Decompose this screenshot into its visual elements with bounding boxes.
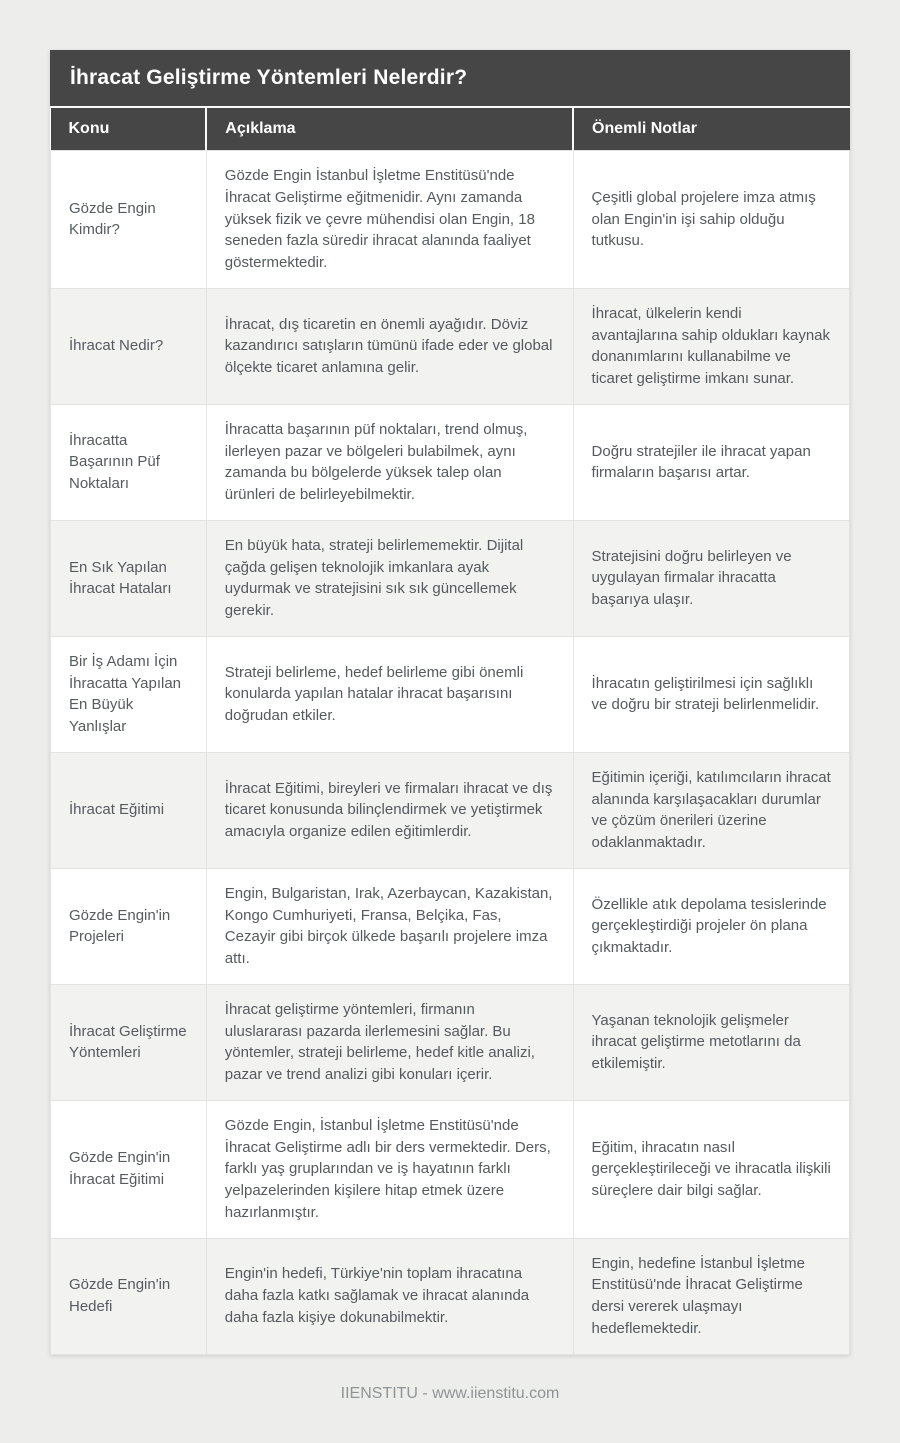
table-cell-notes: Stratejisini doğru belirleyen ve uygulayan firmalar ihracatta başarıya ulaşır.	[573, 520, 849, 636]
table-cell-topic: Gözde Engin Kimdir?	[51, 151, 207, 289]
table-cell-description: İhracat Eğitimi, bireyleri ve firmaları ihracat ve dış ticaret konusunda bilinçlendirmek ve yetiştirmek amacıyla organize edilen eğitimlerdir.	[206, 752, 573, 868]
table-cell-notes: Eğitim, ihracatın nasıl gerçekleştirileceği ve ihracatla ilişkili süreçlere dair bilgi sağlar.	[573, 1100, 849, 1238]
content-table	[50, 108, 850, 1355]
table-row	[51, 288, 850, 404]
table-cell-topic: Gözde Engin'in Hedefi	[51, 1238, 207, 1354]
table-cell-notes: Doğru stratejiler ile ihracat yapan firmaların başarısı artar.	[573, 404, 849, 520]
table-cell-description: İhracat geliştirme yöntemleri, firmanın uluslararası pazarda ilerlemesini sağlar. Bu yöntemler, strateji belirleme, hedef kitle analizi, pazar ve trend analizi gibi konuları içerir.	[206, 984, 573, 1100]
table-row	[51, 1238, 850, 1354]
table-cell-notes: Özellikle atık depolama tesislerinde gerçekleştirdiği projeler ön plana çıkmaktadır.	[573, 868, 849, 984]
table-cell-description: Gözde Engin, İstanbul İşletme Enstitüsü'nde İhracat Geliştirme adlı bir ders vermektedir. Ders, farklı yaş gruplarından ve iş hayatının farklı yelpazelerinden kişilere hitap etmek üzere hazırlanmıştır.	[206, 1100, 573, 1238]
table-cell-description: Gözde Engin İstanbul İşletme Enstitüsü'nde İhracat Geliştirme eğitmenidir. Aynı zamanda yüksek fizik ve çevre mühendisi olan Engin, 18 seneden fazla süredir ihracat alanında faaliyet göstermektedir.	[206, 151, 573, 289]
table-row	[51, 868, 850, 984]
table-cell-description: Strateji belirleme, hedef belirleme gibi önemli konularda yapılan hatalar ihracat başarısını doğrudan etkiler.	[206, 636, 573, 752]
table-row	[51, 151, 850, 289]
table-cell-notes: İhracat, ülkelerin kendi avantajlarına sahip oldukları kaynak donanımlarını kullanabilme ve ticaret geliştirme imkanı sunar.	[573, 288, 849, 404]
table-row	[51, 520, 850, 636]
table-cell-notes: Yaşanan teknolojik gelişmeler ihracat geliştirme metotlarını da etkilemiştir.	[573, 984, 849, 1100]
table-row	[51, 1100, 850, 1238]
table-cell-topic: İhracat Geliştirme Yöntemleri	[51, 984, 207, 1100]
table-cell-description: Engin'in hedefi, Türkiye'nin toplam ihracatına daha fazla katkı sağlamak ve ihracat alanında daha fazla kişiye dokunabilmektir.	[206, 1238, 573, 1354]
document-card	[50, 0, 850, 1443]
table-row	[51, 752, 850, 868]
table-cell-description: İhracat, dış ticaretin en önemli ayağıdır. Döviz kazandırıcı satışların tümünü ifade eder ve global ölçekte ticaret anlamına gelir.	[206, 288, 573, 404]
table-card	[50, 50, 850, 1355]
table-cell-topic: Gözde Engin'in İhracat Eğitimi	[51, 1100, 207, 1238]
footer-text: IIENSTITU - www.iienstitu.com	[340, 1384, 560, 1402]
column-header-konu: Konu	[51, 108, 207, 151]
table-cell-topic: Gözde Engin'in Projeleri	[51, 868, 207, 984]
table-cell-notes: Çeşitli global projelere imza atmış olan Engin'in işi sahip olduğu tutkusu.	[573, 151, 849, 289]
column-header-aciklama: Açıklama	[206, 108, 573, 151]
table-cell-topic: İhracat Eğitimi	[51, 752, 207, 868]
table-header-row	[51, 108, 850, 151]
page-title: İhracat Geliştirme Yöntemleri Nelerdir?	[50, 50, 850, 108]
table-cell-topic: İhracatta Başarının Püf Noktaları	[51, 404, 207, 520]
table-cell-notes: Eğitimin içeriği, katılımcıların ihracat alanında karşılaşacakları durumlar ve çözüm önerileri üzerine odaklanmaktadır.	[573, 752, 849, 868]
table-row	[51, 636, 850, 752]
table-cell-description: En büyük hata, strateji belirlememektir. Dijital çağda gelişen teknolojik imkanlara ayak uydurmak ve stratejisini sık sık güncellemek gerekir.	[206, 520, 573, 636]
table-cell-description: İhracatta başarının püf noktaları, trend olmuş, ilerleyen pazar ve bölgeleri bulabilmek, aynı zamanda bu bölgelerde yüksek talep olan ürünleri de belirleyebilmektir.	[206, 404, 573, 520]
table-cell-topic: İhracat Nedir?	[51, 288, 207, 404]
table-cell-topic: En Sık Yapılan İhracat Hataları	[51, 520, 207, 636]
table-cell-notes: Engin, hedefine İstanbul İşletme Enstitüsü'nde İhracat Geliştirme dersi vererek ulaşmayı hedeflemektedir.	[573, 1238, 849, 1354]
table-cell-notes: İhracatın geliştirilmesi için sağlıklı ve doğru bir strateji belirlenmelidir.	[573, 636, 849, 752]
column-header-onemli-notlar: Önemli Notlar	[573, 108, 849, 151]
table-row	[51, 984, 850, 1100]
table-row	[51, 404, 850, 520]
table-cell-description: Engin, Bulgaristan, Irak, Azerbaycan, Kazakistan, Kongo Cumhuriyeti, Fransa, Belçika, Fas, Cezayir gibi birçok ülkede başarılı projelere imza attı.	[206, 868, 573, 984]
table-cell-topic: Bir İş Adamı İçin İhracatta Yapılan En Büyük Yanlışlar	[51, 636, 207, 752]
